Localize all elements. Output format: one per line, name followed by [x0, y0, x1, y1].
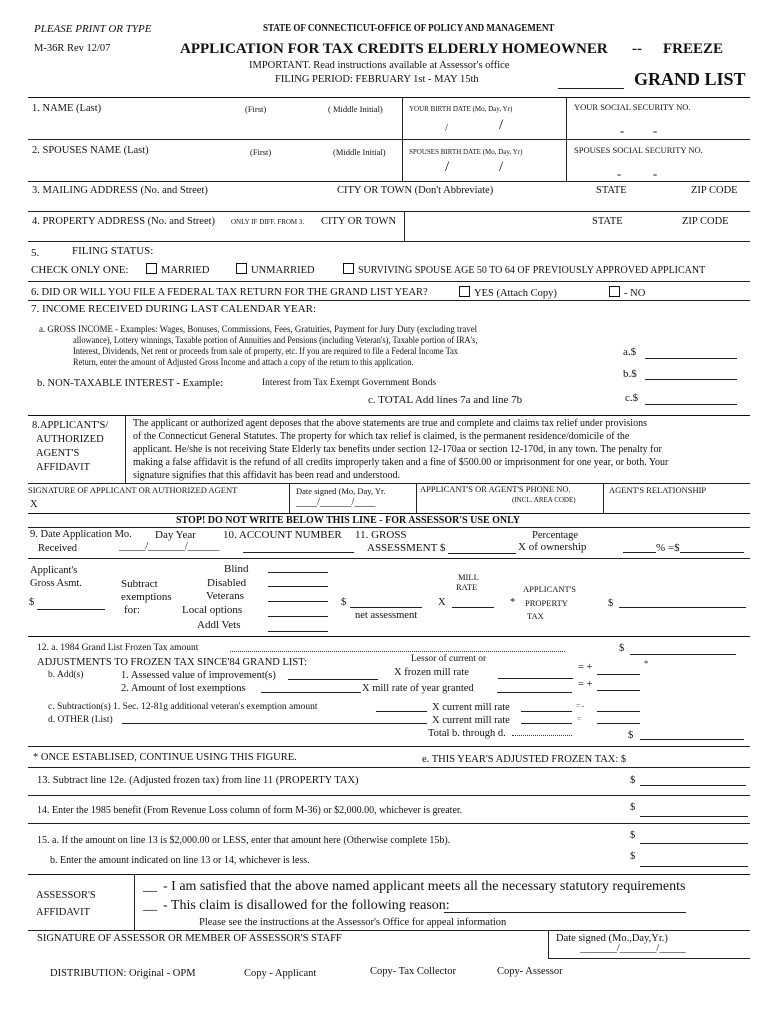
other-list-field[interactable]: [122, 723, 427, 724]
non-taxable-amount-field[interactable]: [645, 379, 737, 380]
rule: [28, 241, 750, 242]
total-b-d-leader: [512, 735, 572, 736]
surviving-spouse-checkbox[interactable]: [343, 263, 705, 276]
frozen-tax-leader: [230, 651, 565, 652]
applicants-label: Applicant's: [30, 565, 78, 576]
spouse-name-label: 2. SPOUSES NAME (Last): [32, 145, 149, 156]
rule: [28, 300, 750, 301]
assessor-signature-label: SIGNATURE OF ASSESSOR OR MEMBER OF ASSESSOR'S STAFF: [37, 933, 342, 944]
line-15a-field[interactable]: [640, 843, 748, 844]
ssn-dash: -: [653, 124, 658, 138]
middle-initial-label: ( Middle Initial): [328, 104, 383, 114]
spouse-birth-slash: /: [499, 159, 504, 175]
line-14-field[interactable]: [640, 816, 748, 817]
mailing-zip-label: ZIP CODE: [691, 185, 738, 196]
rule: [28, 636, 750, 637]
grand-list-year-field[interactable]: [558, 88, 624, 89]
total-b-d-field[interactable]: [640, 739, 744, 740]
received-label: Received: [38, 543, 78, 554]
federal-yes-checkbox[interactable]: [459, 286, 557, 299]
phone-label: APPLICANT'S OR AGENT'S PHONE NO.: [420, 484, 571, 494]
rule: [28, 211, 750, 212]
affidavit-text: signature signifies that this affidavit has been read and understood.: [133, 470, 400, 481]
rule: [548, 958, 750, 959]
applicants-tax-label: TAX: [527, 611, 544, 621]
non-taxable-example: Interest from Tax Exempt Government Bonds: [262, 378, 437, 388]
for-label: for:: [124, 604, 140, 616]
rule: [28, 139, 750, 140]
rule: [28, 527, 750, 528]
income-heading: 7. INCOME RECEIVED DURING LAST CALENDAR YEAR:: [31, 303, 317, 315]
birth-slash: /: [499, 117, 504, 133]
gross-asmt-field[interactable]: [37, 609, 105, 610]
divider: [603, 483, 604, 513]
married-label: MARRIED: [161, 265, 210, 276]
total-income-amount-field[interactable]: [645, 404, 737, 405]
affidavit-label: AFFIDAVIT: [36, 462, 91, 473]
percent-equals-label: % =$: [656, 542, 680, 554]
adjustments-label: ADJUSTMENTS TO FROZEN TAX SINCE'84 GRAND LIST:: [37, 657, 308, 668]
property-tax-field[interactable]: [619, 607, 746, 608]
star-mark: *: [510, 597, 516, 608]
line-15b-label: b. Enter the amount indicated on line 13 or 14, whichever is less.: [50, 855, 310, 866]
surviving-spouse-label: SURVIVING SPOUSE AGE 50 TO 64 OF PREVIOUSLY APPROVED APPLICANT: [358, 265, 706, 276]
line-13-dollar: $: [630, 775, 636, 786]
title-dash: --: [632, 41, 642, 57]
rate-label: RATE: [456, 582, 478, 592]
federal-yes-label: YES (Attach Copy): [474, 288, 557, 299]
birth-date-label: YOUR BIRTH DATE (Mo, Day, Yr): [409, 105, 513, 113]
mill-label: MILL: [458, 572, 479, 582]
mill-rate-field[interactable]: [452, 607, 494, 608]
unmarried-checkbox[interactable]: [236, 263, 315, 276]
property-city-label: CITY OR TOWN: [321, 216, 397, 227]
lost-exemptions-field[interactable]: [261, 692, 361, 693]
stop-banner: STOP! DO NOT WRITE BELOW THIS LINE - FOR ASSESSOR'S USE ONLY: [176, 515, 521, 526]
ownership-label: X of ownership: [518, 541, 587, 553]
distribution-assessor: Copy- Assessor: [497, 966, 563, 977]
subtract-label: Subtract: [121, 578, 158, 590]
property-state-label: STATE: [592, 216, 623, 227]
line-15b-dollar: $: [630, 851, 636, 862]
divider: [289, 483, 290, 513]
date-received-field[interactable]: _____/_______/______: [119, 541, 220, 552]
disabled-label: Disabled: [207, 577, 247, 589]
frozen-mill-rate-label: X frozen mill rate: [394, 667, 469, 678]
veterans-field[interactable]: [268, 601, 328, 602]
line-13-field[interactable]: [640, 785, 746, 786]
applicants-tax-label: APPLICANT'S: [523, 584, 577, 594]
affidavit-label: 8.APPLICANT'S/: [32, 420, 109, 431]
agency-name: STATE OF CONNECTICUT-OFFICE OF POLICY AND MANAGEMENT: [263, 23, 555, 34]
line-15b-field[interactable]: [640, 866, 748, 867]
addl-vets-label: Addl Vets: [197, 619, 241, 631]
percentage-field[interactable]: [623, 552, 656, 553]
subtraction-label: c. Subtraction(s) 1. Sec. 12-81g additional veteran's exemption amount: [48, 702, 318, 712]
gross-income-line: a. GROSS INCOME - Examples: Wages, Bonuses, Commissions, Fees, Gratuities, Payment for Jury Duty (excluding travel: [39, 325, 478, 335]
name-label: 1. NAME (Last): [32, 103, 102, 114]
signature-field[interactable]: [28, 496, 286, 510]
line-15a-label: 15. a. If the amount on line 13 is $2,000.00 or LESS, enter that amount here (Otherwise complete 15b).: [37, 835, 451, 846]
property-address-label: 4. PROPERTY ADDRESS (No. and Street): [32, 216, 216, 227]
relationship-label: AGENT'S RELATIONSHIP: [609, 485, 707, 495]
mailing-address-label: 3. MAILING ADDRESS (No. and Street): [32, 185, 208, 196]
spouse-ssn-dash: -: [653, 167, 658, 181]
spouse-ssn-dash: -: [617, 167, 622, 181]
current-mill-rate-label: X current mill rate: [432, 715, 510, 726]
gross-asmt-label: Gross Asmt.: [30, 578, 82, 589]
rule: [28, 795, 750, 796]
other-list-label: d. OTHER (List): [48, 715, 113, 725]
only-if-diff-note: ONLY IF DIFF. FROM 3.: [231, 218, 305, 226]
local-options-label: Local options: [182, 604, 243, 616]
affidavit-label: AUTHORIZED: [36, 434, 104, 445]
ssn-label: YOUR SOCIAL SECURITY NO.: [574, 102, 691, 112]
federal-no-label: - NO: [624, 288, 646, 299]
assessor-date-label: Date signed (Mo.,Day,Yr.): [556, 933, 668, 944]
rule: [28, 415, 750, 416]
frozen-tax-label: 12. a. 1984 Grand List Frozen Tax amount: [37, 643, 199, 653]
federal-return-question: 6. DID OR WILL YOU FILE A FEDERAL TAX RETURN FOR THE GRAND LIST YEAR?: [31, 287, 428, 298]
property-tax-dollar: $: [608, 598, 614, 609]
add-2-result-field[interactable]: [597, 690, 640, 691]
assessor-affidavit-label: ASSESSOR'S: [36, 890, 96, 901]
non-taxable-label: b. NON-TAXABLE INTEREST - Example:: [37, 378, 223, 389]
equals-plus: = +: [578, 662, 593, 673]
mill-rate-granted-field[interactable]: [497, 692, 572, 693]
divider: [134, 874, 135, 930]
affidavit-text: applicant. He/she is not receiving State Elderly tax benefits under section 12-170aa or section 12-170d, in any town. The penalty for: [133, 444, 662, 455]
satisfied-checkbox[interactable]: __: [143, 879, 157, 894]
assessed-value-field[interactable]: [288, 679, 378, 680]
spouse-ssn-label: SPOUSES SOCIAL SECURITY NO.: [574, 145, 703, 155]
disabled-field[interactable]: [268, 586, 328, 587]
local-options-field[interactable]: [268, 616, 328, 617]
line-14-label: 14. Enter the 1985 benefit (From Revenue Loss column of form M-36) or $2,000.00, whichever is greater.: [37, 805, 463, 816]
current-mill-rate-label: X current mill rate: [432, 702, 510, 713]
assessment-dollar-label: ASSESSMENT $: [367, 542, 446, 554]
appeal-instructions: Please see the instructions at the Assessor's Office for appeal information: [199, 917, 507, 928]
other-result-field[interactable]: [597, 723, 640, 724]
married-checkbox[interactable]: [146, 263, 209, 276]
line-14-dollar: $: [630, 802, 636, 813]
spouse-birth-label: SPOUSES BIRTH DATE (Mo, Day, Yr): [409, 148, 523, 156]
lost-exemptions-label: 2. Amount of lost exemptions: [121, 683, 246, 694]
affidavit-text: The applicant or authorized agent deposes that the above statements are true and complete and claims tax relief under provisions: [133, 418, 647, 429]
day-year-label: Day Year: [155, 529, 196, 541]
distribution-collector: Copy- Tax Collector: [370, 966, 456, 977]
filing-status-label: FILING STATUS:: [72, 245, 154, 257]
area-code-label: (INCL. AREA CODE): [512, 496, 576, 504]
rule: [28, 823, 750, 824]
filing-status-number: 5.: [31, 247, 40, 259]
affidavit-text: making a false affidavit is the refund of all credits improperly taken and a fine of $500.00 or imprisonment for one year, or both. Your: [133, 457, 669, 468]
gross-assessment-label: 11. GROSS: [355, 529, 407, 541]
exemptions-label: exemptions: [121, 591, 172, 603]
mailing-state-label: STATE: [596, 185, 627, 196]
adds-label: b. Add(s): [48, 670, 84, 680]
non-taxable-amount-label: b.$: [623, 368, 637, 380]
rule: [28, 746, 750, 747]
assessor-date-field[interactable]: _______/_______/_____: [580, 943, 686, 954]
assessed-value-label: 1. Assessed value of improvement(s): [121, 670, 276, 681]
rule: [28, 181, 750, 182]
divider: [416, 483, 417, 513]
date-signed-label: Date signed (Mo, Day, Yr.: [296, 486, 386, 496]
rule: [28, 281, 750, 282]
frozen-mill-rate-field[interactable]: [498, 678, 573, 679]
birth-slash: /: [445, 123, 448, 134]
distribution-applicant: Copy - Applicant: [244, 968, 317, 979]
affidavit-text: of the Connecticut General Statutes. The property for which tax relief is claimed, is the permanent residence/domicile of the: [133, 431, 630, 442]
gross-income-line: allowance), Lottery winnings, Taxable portion of Annuities and Pensions (including Veteran's), Taxable portion of IRA's,: [73, 336, 478, 346]
rule: [28, 930, 750, 931]
frozen-dollar: $: [619, 643, 625, 654]
rule: [28, 767, 750, 768]
blind-label: Blind: [224, 563, 249, 575]
signature-label: SIGNATURE OF APPLICANT OR AUTHORIZED AGENT: [28, 485, 238, 495]
add-1-result-field[interactable]: [597, 674, 640, 675]
first-name-label: (First): [245, 104, 267, 114]
veteran-exemption-field[interactable]: [376, 711, 427, 712]
line-15a-dollar: $: [630, 830, 636, 841]
print-note: PLEASE PRINT OR TYPE: [34, 23, 152, 35]
net-assessment-field[interactable]: [350, 607, 422, 608]
other-mill-rate-field[interactable]: [521, 723, 572, 724]
gross-asmt-dollar: $: [29, 597, 35, 608]
grand-list-label: GRAND LIST: [634, 69, 746, 89]
frozen-tax-field[interactable]: [630, 654, 736, 655]
veterans-label: Veterans: [206, 590, 244, 602]
equals-plus: = +: [578, 679, 593, 690]
times-sign: X: [438, 597, 446, 608]
divider: [548, 930, 549, 958]
signature-x: X: [30, 499, 38, 510]
assessor-signature-field[interactable]: [28, 946, 546, 956]
rule: [28, 558, 750, 559]
divider: [125, 415, 126, 483]
distribution-original: DISTRIBUTION: Original - OPM: [50, 968, 196, 979]
account-number-label: 10. ACCOUNT NUMBER: [223, 529, 342, 541]
addl-vets-field[interactable]: [268, 631, 328, 632]
assessor-affidavit-label: AFFIDAVIT: [36, 907, 91, 918]
divider: [402, 98, 403, 139]
check-only-one-label: CHECK ONLY ONE:: [31, 264, 129, 276]
mailing-city-label: CITY OR TOWN (Don't Abbreviate): [337, 185, 494, 196]
gross-income-line: Return, enter the amount of Adjusted Gross Income and attach a copy of the return to this application.: [73, 358, 414, 368]
filing-period: FILING PERIOD: FEBRUARY 1st - MAY 15th: [275, 74, 479, 85]
once-established-note: * ONCE ESTABLISED, CONTINUE USING THIS FIGURE.: [33, 752, 297, 763]
net-dollar: $: [341, 597, 347, 608]
total-dollar: $: [628, 730, 634, 741]
star-mark: *: [644, 658, 649, 668]
blind-field[interactable]: [268, 572, 328, 573]
gross-income-line: Interest, Dividends, Net rent or proceeds from sale of property, etc. If you are required to file a Federal Income Tax: [73, 347, 458, 357]
satisfied-statement: - I am satisfied that the above named applicant meets all the necessary statutory requirements: [163, 879, 686, 894]
affidavit-label: AGENT'S: [36, 448, 80, 459]
spouse-birth-slash: /: [445, 159, 450, 175]
total-income-label: c. TOTAL Add lines 7a and line 7b: [368, 394, 523, 406]
gross-assessment-field[interactable]: [448, 553, 516, 554]
divider: [566, 98, 567, 139]
date-application-label: 9. Date Application Mo.: [30, 529, 132, 540]
important-note: IMPORTANT. Read instructions available at Assessor's office: [249, 60, 510, 71]
name-field[interactable]: [28, 98, 402, 139]
lessor-label: Lessor of current or: [411, 654, 487, 664]
account-number-field[interactable]: [243, 552, 354, 553]
disallowed-checkbox[interactable]: __: [143, 898, 157, 913]
form-number: M-36R Rev 12/07: [34, 43, 111, 54]
divider: [404, 211, 405, 241]
divider: [402, 139, 403, 181]
total-b-d-label: Total b. through d.: [428, 728, 506, 739]
disallowed-reason-field[interactable]: [444, 912, 686, 913]
line-13-label: 13. Subtract line 12e. (Adjusted frozen tax) from line 11 (PROPERTY TAX): [37, 775, 359, 786]
adjusted-frozen-tax-label: e. THIS YEAR'S ADJUSTED FROZEN TAX: $: [422, 754, 627, 765]
ssn-dash: -: [620, 124, 625, 138]
total-income-amount-label: c.$: [625, 392, 639, 404]
spouse-first-label: (First): [250, 147, 272, 157]
current-mill-rate-field[interactable]: [521, 711, 572, 712]
freeze-label: FREEZE: [663, 41, 724, 57]
federal-no-checkbox[interactable]: [609, 286, 645, 299]
net-assessment-label: net assessment: [355, 610, 418, 621]
percentage-label: Percentage: [532, 530, 579, 541]
spouse-middle-label: (Middle Initial): [333, 147, 386, 157]
date-signed-field[interactable]: ____/______/____: [296, 497, 376, 508]
rule: [28, 483, 750, 484]
ownership-amount-field[interactable]: [680, 552, 744, 553]
property-zip-label: ZIP CODE: [682, 216, 729, 227]
rule: [28, 874, 750, 875]
subtraction-result-field[interactable]: [597, 711, 640, 712]
divider: [566, 139, 567, 181]
applicants-tax-label: PROPERTY: [525, 598, 568, 608]
unmarried-label: UNMARRIED: [251, 265, 315, 276]
gross-income-amount-field[interactable]: [645, 358, 737, 359]
form-title: APPLICATION FOR TAX CREDITS ELDERLY HOMEOWNER: [180, 41, 608, 57]
rule: [28, 513, 750, 514]
equals-sign: =: [577, 715, 581, 723]
equals-minus: = -: [576, 702, 585, 710]
disallowed-statement: - This claim is disallowed for the following reason:: [163, 898, 450, 913]
mill-rate-granted-label: X mill rate of year granted: [362, 683, 474, 694]
gross-income-amount-label: a.$: [623, 346, 637, 358]
